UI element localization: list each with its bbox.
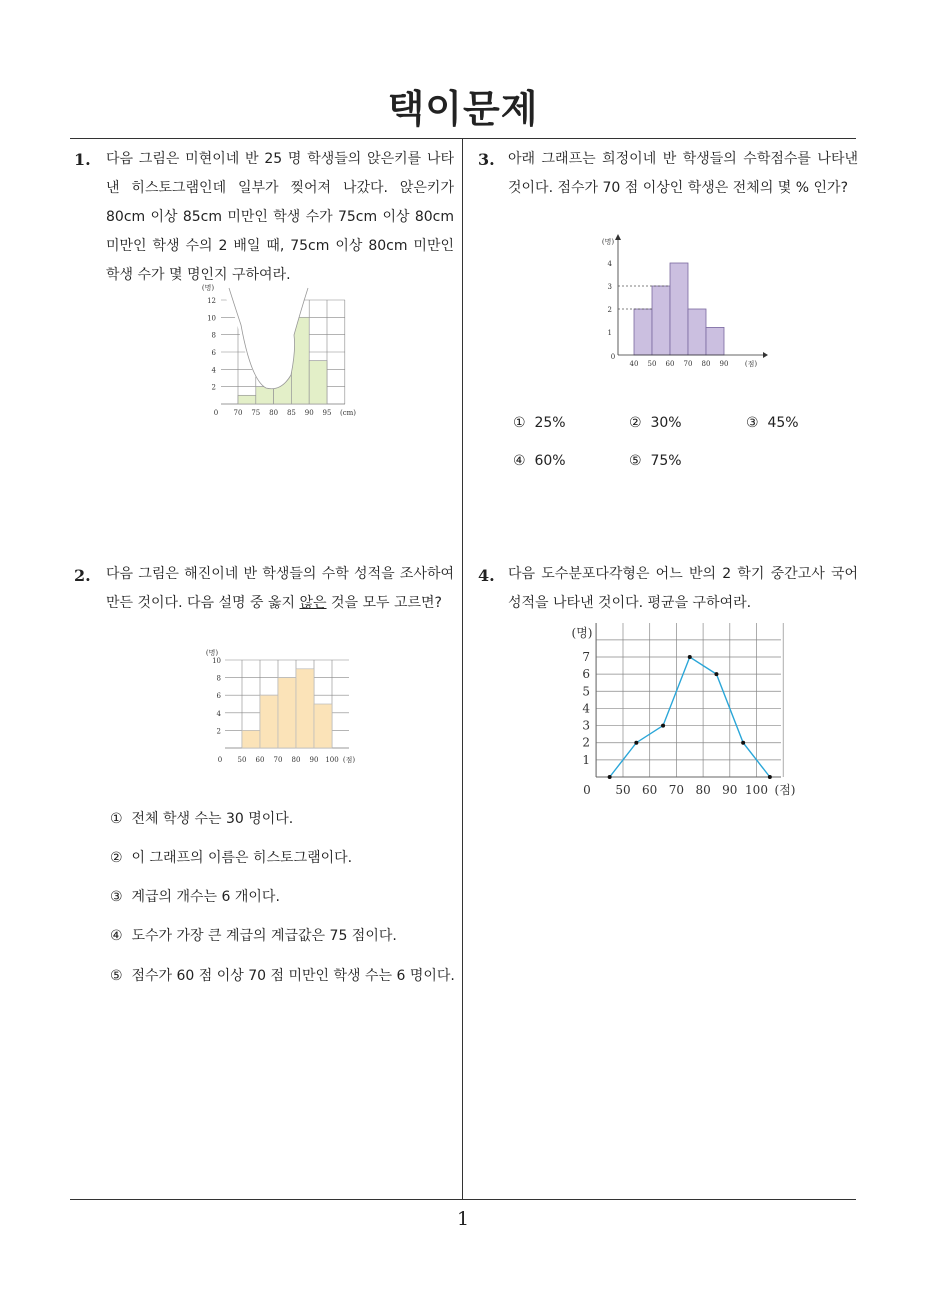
x-tick-label: 0 [217, 756, 223, 764]
histogram-bar [670, 263, 688, 355]
y-tick-label: 4 [582, 701, 590, 716]
x-axis-label: (점) [744, 360, 758, 368]
q2-option-2-text: 이 그래프의 이름은 히스토그램이다. [131, 850, 353, 866]
q3-option-5[interactable] [629, 453, 682, 469]
x-tick-label: 85 [286, 409, 296, 417]
x-tick-label: 70 [233, 409, 243, 417]
y-axis-label: (명) [205, 649, 219, 657]
histogram-bar [296, 669, 314, 748]
question-3-histogram [596, 230, 781, 375]
page-title: 택이문제 [387, 87, 539, 131]
histogram-bar [634, 309, 652, 355]
y-tick-label: 2 [582, 735, 590, 750]
question-1-text: 다음 그림은 미현이네 반 25 명 학생들의 앉은키를 나타낸 히스토그램인데 일부가 찢어져 나갔다. 앉은키가 80cm 이상 85cm 미만인 학생 수가 75cm 이상 80cm 미만인 학생 수의 2 배일 때, 75cm 이상 80cm 미만인 학생 수가 몇 명인지 구하여라. [106, 151, 454, 283]
data-point [634, 741, 638, 745]
q2-option-2[interactable] [110, 847, 352, 867]
y-tick-label: 6 [211, 349, 216, 357]
y-tick-label: 1 [607, 329, 612, 337]
q3-option-3-text: 45% [767, 415, 799, 431]
question-2-histogram [198, 645, 368, 770]
x-tick-label: 0 [583, 783, 591, 797]
y-tick-label: 10 [207, 314, 216, 323]
data-point [608, 775, 612, 779]
q3-option-1-marker: ① [513, 415, 526, 431]
q3-option-1-text: 25% [534, 415, 566, 431]
q2-option-3-text: 계급의 개수는 6 개이다. [131, 889, 280, 905]
data-point [688, 655, 692, 659]
x-tick-label: 90 [719, 360, 729, 368]
histogram-bar [688, 309, 706, 355]
question-3-number: 3. [478, 150, 495, 169]
q2-option-5-text: 점수가 60 점 이상 70 점 미만인 학생 수는 6 명이다. [131, 968, 455, 984]
x-tick-label: 60 [665, 360, 675, 368]
x-tick-label: 100 [745, 783, 768, 797]
x-tick-label: 50 [615, 783, 631, 797]
x-axis-label: (점) [774, 783, 796, 797]
q2-option-1-marker: ① [110, 811, 123, 827]
data-point [714, 672, 718, 676]
histogram-bar [309, 361, 327, 404]
y-tick-label: 7 [582, 650, 590, 664]
question-4-number: 4. [478, 566, 495, 585]
x-tick-label: 75 [251, 409, 261, 417]
q3-option-3[interactable] [746, 415, 799, 431]
y-tick-label: 3 [607, 283, 612, 291]
question-2-number: 2. [74, 566, 91, 585]
y-tick-label: 10 [212, 657, 221, 665]
histogram-bar [238, 395, 256, 404]
data-point [741, 741, 745, 745]
y-axis-label: (명) [601, 238, 615, 246]
x-tick-label: 0 [213, 409, 219, 417]
q2-option-4-text: 도수가 가장 큰 계급의 계급값은 75 점이다. [131, 928, 397, 944]
q2-option-1[interactable] [110, 808, 293, 828]
histogram-bar [706, 327, 724, 355]
x-tick-label: 70 [668, 783, 685, 797]
x-tick-label: 80 [695, 783, 711, 797]
question-4-frequency-polygon [566, 620, 806, 805]
series-line [610, 657, 770, 777]
q3-option-2[interactable] [629, 415, 682, 431]
q3-option-2-marker: ② [629, 415, 642, 431]
x-tick-label: 40 [629, 360, 639, 368]
histogram-bar [278, 678, 296, 748]
histogram-bar [652, 286, 670, 355]
q3-option-5-marker: ⑤ [629, 453, 642, 469]
histogram-bar [291, 317, 309, 404]
x-tick-label: 70 [683, 360, 693, 368]
question-1-number: 1. [74, 150, 91, 169]
x-tick-label: 80 [291, 756, 301, 764]
question-2-text [106, 560, 454, 618]
y-tick-label: 1 [582, 752, 590, 767]
y-axis-label: (명) [571, 626, 593, 640]
x-tick-label: 60 [255, 756, 265, 764]
question-1-histogram [196, 280, 366, 425]
x-tick-label: 60 [642, 783, 658, 797]
x-axis-arrow [763, 352, 768, 358]
x-tick-label: 90 [309, 756, 319, 764]
y-tick-label: 2 [607, 306, 612, 314]
q2-option-4-marker: ④ [110, 928, 123, 944]
x-tick-label: 50 [237, 756, 247, 764]
data-point [661, 724, 665, 728]
x-axis-label: (점) [342, 756, 356, 764]
q2-option-1-text: 전체 학생 수는 30 명이다. [131, 811, 294, 827]
y-tick-label: 12 [207, 297, 216, 305]
y-axis-arrow [615, 234, 621, 240]
y-tick-label: 4 [607, 260, 612, 268]
q2-option-3-marker: ③ [110, 889, 123, 905]
q3-option-3-marker: ③ [746, 415, 759, 431]
x-tick-label: 80 [269, 409, 279, 417]
q2-option-2-marker: ② [110, 850, 123, 866]
top-rule [70, 138, 856, 139]
histogram-bar [274, 369, 292, 404]
question-2-underlined: 않은 [299, 595, 327, 611]
y-tick-label: 2 [211, 383, 216, 392]
question-2-text-b: 것을 모두 고르면? [326, 595, 442, 611]
x-tick-label: 80 [701, 360, 711, 368]
q2-option-5-marker: ⑤ [110, 968, 123, 984]
q3-option-1[interactable] [513, 415, 566, 431]
column-divider [462, 138, 463, 1200]
question-2-text-a: 다음 그림은 해진이네 반 학생들의 수학 성적을 조사하여 만든 것이다. 다음 설명 중 옳지 [106, 566, 454, 611]
x-tick-label: 95 [322, 409, 332, 417]
bottom-rule [70, 1199, 856, 1200]
y-tick-label: 8 [211, 331, 216, 340]
x-tick-label: 0 [610, 353, 616, 361]
question-4-text: 다음 도수분포다각형은 어느 반의 2 학기 중간고사 국어 성적을 나타낸 것이다. 평균을 구하여라. [508, 566, 858, 611]
data-point [768, 775, 772, 779]
y-tick-label: 6 [216, 692, 221, 701]
x-tick-label: 90 [722, 783, 738, 797]
y-tick-label: 6 [582, 667, 590, 682]
question-3-text: 아래 그래프는 희정이네 반 학생들의 수학점수를 나타낸 것이다. 점수가 70 점 이상인 학생은 전체의 몇 % 인가? [508, 151, 858, 196]
y-tick-label: 3 [582, 718, 590, 733]
x-tick-label: 50 [647, 360, 657, 368]
histogram-bar [242, 730, 260, 748]
q2-option-5[interactable] [110, 964, 470, 989]
x-axis-label: (cm) [339, 409, 357, 417]
y-tick-label: 4 [216, 709, 221, 718]
q3-option-4-text: 60% [534, 453, 566, 469]
histogram-bar [314, 704, 332, 748]
histogram-bar [256, 387, 274, 404]
histogram-bar [260, 695, 278, 748]
q3-option-2-text: 30% [650, 415, 682, 431]
x-tick-label: 100 [325, 756, 339, 764]
y-tick-label: 2 [216, 727, 221, 736]
q3-option-4[interactable] [513, 453, 566, 469]
q2-option-4[interactable] [110, 925, 397, 945]
y-tick-label: 5 [582, 684, 590, 699]
y-tick-label: 4 [211, 366, 216, 375]
q2-option-3[interactable] [110, 886, 280, 906]
x-tick-label: 70 [273, 756, 283, 764]
page-number: 1 [456, 1208, 470, 1230]
x-tick-label: 90 [304, 409, 314, 417]
q3-option-5-text: 75% [650, 453, 682, 469]
y-axis-label: (명) [201, 284, 215, 292]
y-tick-label: 8 [216, 674, 221, 683]
q3-option-4-marker: ④ [513, 453, 526, 469]
